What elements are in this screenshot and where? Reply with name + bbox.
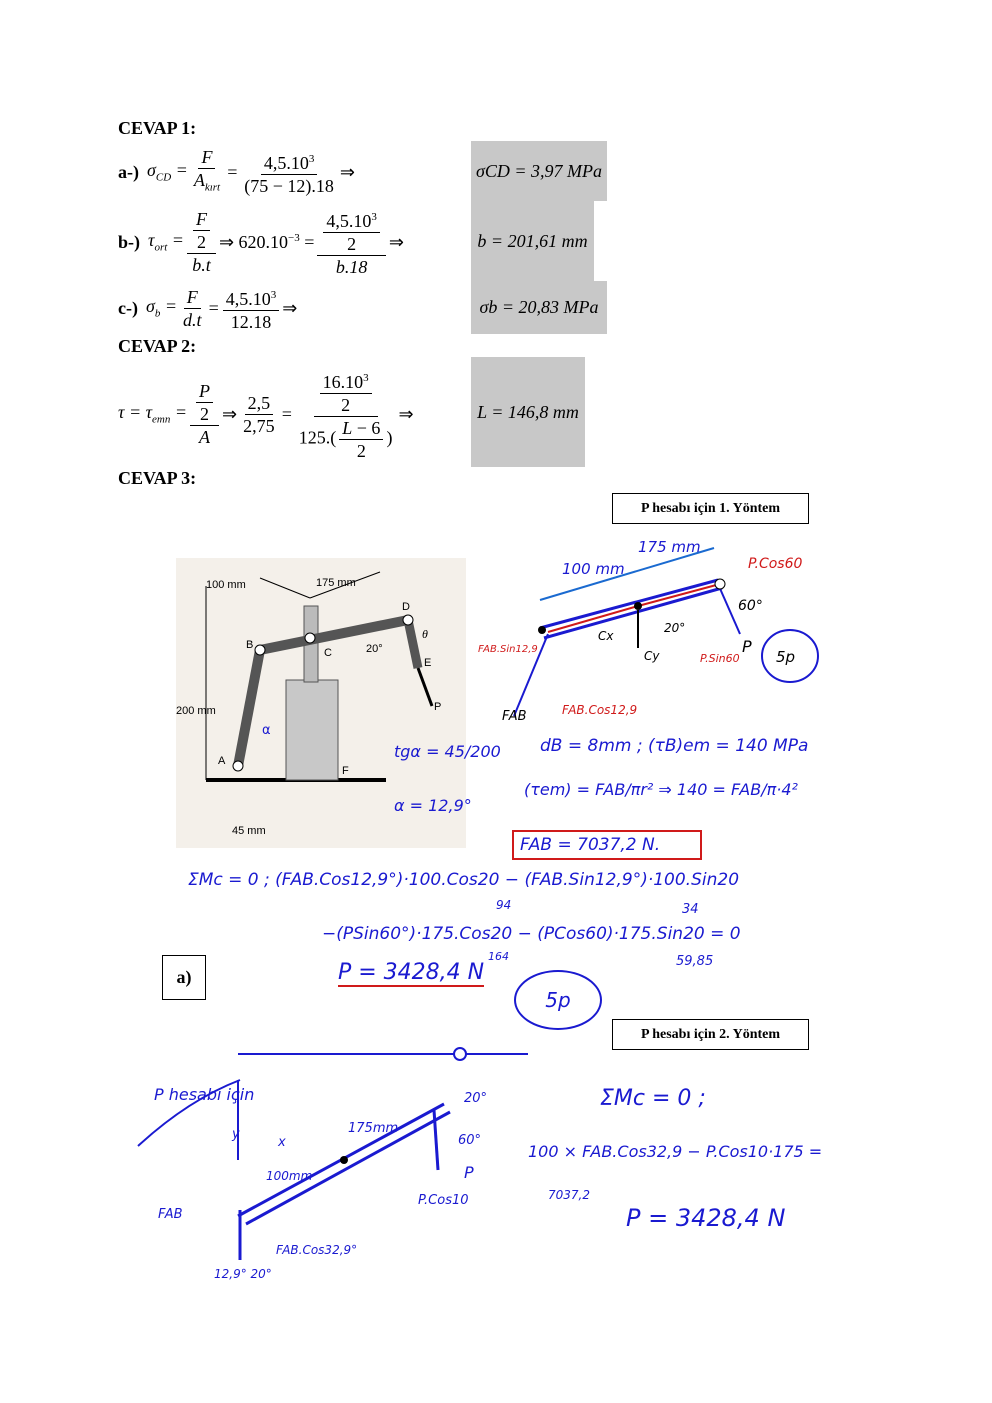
method2-box: P hesabı için 2. Yöntem (612, 1019, 809, 1050)
fbd2-100mm: 100mm (266, 1169, 313, 1183)
fbd2-fab: FAB (158, 1207, 183, 1222)
free-body-diagram-1 (478, 530, 838, 730)
hw-line-1: dB = 8mm ; (τB)em = 140 MPa (540, 736, 809, 756)
hw-alpha: α = 12,9° (394, 796, 472, 815)
hw-note-7037: 7037,2 (548, 1188, 590, 1202)
fbd2-y: y (232, 1127, 240, 1142)
hw-note-164: 164 (488, 950, 509, 963)
hw-note-34: 34 (682, 902, 699, 917)
fig-label-200mm: 200 mm (176, 705, 216, 717)
hw-note-94: 94 (496, 898, 512, 912)
answer-b: b = 201,61 mm (471, 201, 594, 281)
answer-c: σb = 20,83 MPa (471, 281, 607, 334)
hw-p-result-2: P = 3428,4 N (626, 1204, 786, 1232)
fig-label-45mm: 45 mm (232, 825, 266, 837)
hw-5p-circle: 5p (514, 970, 602, 1030)
hw-tg-alpha: tgα = 45/200 (394, 742, 501, 761)
fbd2-20deg: 20° (464, 1091, 488, 1106)
fig-label-20deg: 20° (366, 643, 383, 655)
label-b: b-) (118, 231, 140, 252)
fig-label-175mm: 175 mm (316, 577, 356, 589)
fbd1-5p: 5p (776, 648, 796, 666)
fig-label-100mm: 100 mm (206, 579, 246, 591)
fbd1-cx: Cx (598, 629, 614, 643)
fbd1-psin: P.Sin60 (700, 652, 740, 665)
fbd1-20deg: 20° (664, 621, 686, 635)
hw-note-5985: 59,85 (676, 954, 714, 969)
cevap1-heading: CEVAP 1: (118, 118, 197, 138)
fbd2-pcos10: P.Cos10 (418, 1193, 469, 1208)
cevap2-heading: CEVAP 2: (118, 336, 197, 356)
eq-2: $\tau = \tau_{emn}$ = $\frac{\frac{P}{2}}{A}$ ⇒ $\frac{2,5}{2,75}$ = $\frac{16.10^3}{2}$ 125.( $\frac{L - 6}{2}$ ) ⇒ (118, 362, 414, 466)
fbd2-175mm: 175mm (348, 1121, 399, 1136)
fig-point-c: C (324, 647, 332, 659)
hw-line-7: −(PSin60°)·175.Cos20 − (PCos60)·175.Sin20 = 0 (322, 924, 741, 944)
eq-c: c-) $\sigma_b$ = $\frac{F}{d.t}$ = $\frac{4,5.10^3}{12.18}$ ⇒ (118, 286, 298, 332)
fbd2-x: x (278, 1135, 286, 1150)
method1-box: P hesabı için 1. Yöntem (612, 493, 809, 524)
fig-point-f: F (342, 765, 349, 777)
hw-line-4: ΣMc = 0 ; (FAB.Cos12,9°)·100.Cos20 − (FAB.Sin12,9°)·100.Sin20 (188, 870, 740, 890)
fbd1-60deg: 60° (738, 598, 763, 614)
fbd2-note: P hesabı için (154, 1085, 255, 1104)
fig-point-b: B (246, 639, 254, 651)
fig-point-p: P (434, 701, 442, 713)
fbd2-p: P (464, 1163, 474, 1182)
fig-theta: θ (422, 627, 428, 641)
cevap3-heading: CEVAP 3: (118, 468, 197, 488)
fbd2-60deg: 60° (458, 1133, 482, 1148)
fbd1-175mm: 175 mm (638, 538, 701, 556)
hw-line-2: (τem) = FAB/πr² ⇒ 140 = FAB/π·4² (524, 780, 798, 799)
fig-alpha: α (262, 723, 271, 738)
fbd1-fab-cos: FAB.Cos12,9 (562, 703, 638, 717)
fbd1-fab-sin: FAB.Sin12,9 (478, 644, 538, 655)
fbd1-pcos60: P.Cos60 (748, 556, 803, 572)
part-a-box: a) (162, 955, 206, 1000)
eq-b: b-) $\tau_{ort}$ = $\frac{\frac{F}{2}}{b.t}$ ⇒ $620.10^{-3}$ = $\frac{\frac{4,5.10^3}{2}}{b.18}$ ⇒ (118, 209, 405, 277)
label-a: a-) (118, 161, 139, 182)
fbd1-p: P (742, 637, 752, 656)
hw-eq-2: 100 × FAB.Cos32,9 − P.Cos10·175 = (528, 1142, 823, 1161)
fbd1-fab: FAB (502, 709, 527, 724)
eq-a: a-) $\sigma_{CD}$ = $\frac{F}{A_{kırt}}$ = $\frac{4,5.10^3}{(75 - 12).18}$ ⇒ (118, 146, 355, 196)
answer-2: L = 146,8 mm (471, 357, 585, 467)
free-body-diagram-2 (128, 1040, 528, 1290)
fbd2-fab-cos: FAB.Cos32,9° (276, 1243, 358, 1257)
fig-point-e: E (424, 657, 432, 669)
fbd1-cy: Cy (644, 649, 660, 663)
fbd1-100mm: 100 mm (562, 560, 625, 578)
label-c: c-) (118, 297, 138, 318)
hw-p-result-1: P = 3428,4 N (338, 960, 485, 985)
hw-fab-result: FAB = 7037,2 N. (512, 830, 702, 860)
fig-point-a: A (218, 755, 226, 767)
hw-sum-mc-2: ΣMc = 0 ; (600, 1086, 706, 1111)
fbd2-angles: 12,9° 20° (214, 1267, 272, 1281)
answer-a: σCD = 3,97 MPa (471, 141, 607, 201)
fig-point-d: D (402, 601, 410, 613)
